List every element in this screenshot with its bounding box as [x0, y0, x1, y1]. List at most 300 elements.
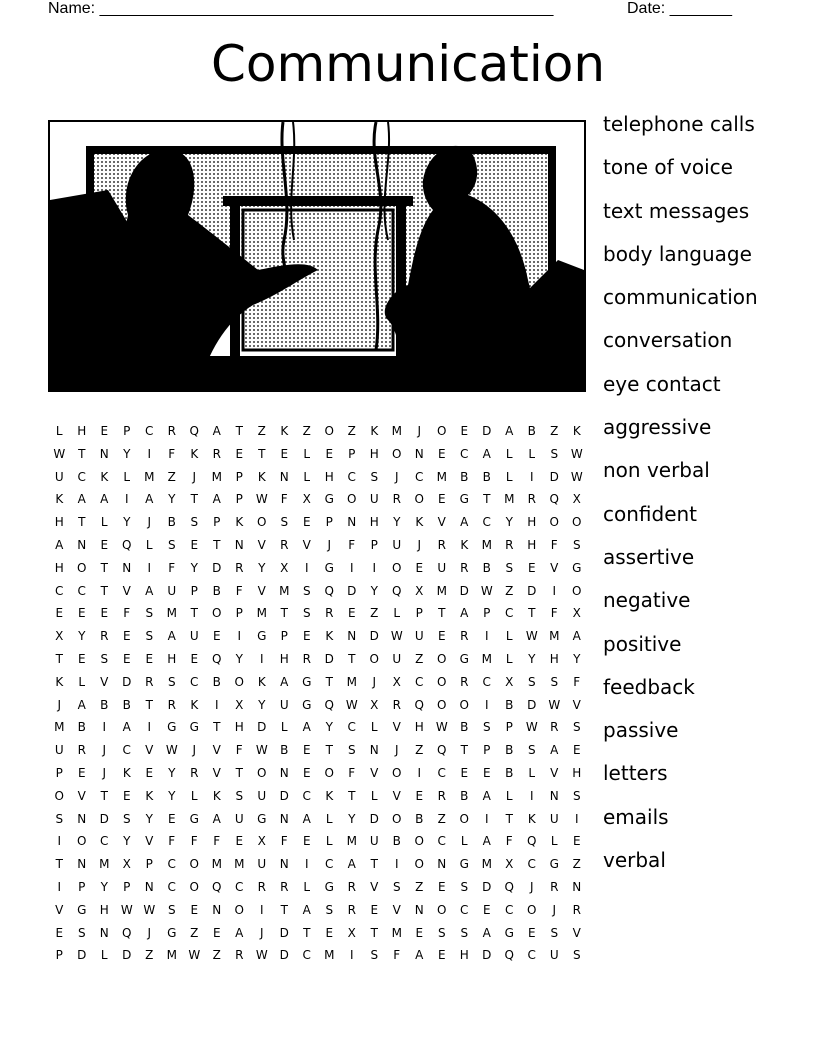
grid-letter: A	[167, 629, 176, 644]
grid-letter: C	[77, 469, 86, 484]
grid-letter: D	[279, 948, 289, 963]
grid-letter: B	[505, 697, 514, 712]
grid-letter: A	[460, 515, 469, 530]
grid-letter: O	[437, 902, 447, 917]
grid-letter: R	[460, 629, 469, 644]
grid-letter: B	[482, 560, 491, 575]
grid-letter: K	[145, 788, 154, 803]
grid-letter: K	[527, 811, 536, 826]
grid-letter: Q	[122, 925, 132, 940]
grid-letter: I	[57, 879, 62, 894]
grid-letter: T	[78, 515, 86, 530]
grid-letter: O	[257, 765, 267, 780]
grid-letter: H	[324, 469, 334, 484]
name-field-label: Name: ___________________________________________________	[48, 0, 554, 17]
grid-letter: I	[417, 765, 422, 780]
grid-letter: G	[324, 879, 334, 894]
grid-letter: D	[212, 560, 222, 575]
grid-letter: B	[505, 743, 514, 758]
grid-letter: M	[256, 606, 267, 621]
word-list-item: communication	[603, 285, 758, 310]
grid-letter: A	[145, 583, 154, 598]
grid-letter: A	[235, 925, 244, 940]
grid-letter: V	[392, 788, 401, 803]
grid-letter: V	[392, 720, 401, 735]
grid-letter: B	[460, 788, 469, 803]
grid-letter: Q	[324, 583, 334, 598]
grid-letter: O	[414, 834, 424, 849]
grid-letter: S	[572, 720, 581, 735]
grid-letter: T	[370, 857, 378, 872]
grid-letter: O	[347, 492, 357, 507]
grid-letter: I	[349, 560, 354, 575]
grid-letter: T	[100, 560, 108, 575]
grid-letter: O	[324, 424, 334, 438]
grid-letter: E	[122, 629, 131, 644]
grid-letter: E	[55, 925, 64, 940]
grid-letter: I	[259, 902, 264, 917]
grid-letter: I	[57, 834, 62, 849]
grid-letter: Q	[504, 879, 514, 894]
grid-letter: A	[212, 424, 221, 438]
grid-letter: Q	[549, 492, 559, 507]
grid-letter: V	[550, 765, 559, 780]
grid-row	[48, 808, 588, 831]
grid-letter: F	[168, 446, 176, 461]
grid-letter: A	[482, 834, 491, 849]
grid-letter: E	[415, 925, 424, 940]
grid-letter: S	[145, 629, 154, 644]
grid-letter: A	[482, 446, 491, 461]
grid-letter: K	[55, 674, 64, 689]
grid-row	[48, 488, 588, 511]
grid-letter: I	[304, 560, 309, 575]
grid-letter: D	[279, 788, 289, 803]
grid-letter: R	[325, 606, 334, 621]
grid-letter: W	[525, 720, 538, 735]
grid-letter: E	[370, 902, 379, 917]
grid-letter: G	[459, 857, 469, 872]
grid-letter: Y	[168, 492, 176, 507]
grid-letter: E	[415, 788, 424, 803]
grid-letter: P	[505, 720, 513, 735]
grid-letter: E	[77, 606, 86, 621]
grid-letter: I	[529, 788, 534, 803]
grid-letter: E	[100, 424, 109, 438]
grid-letter: I	[304, 857, 309, 872]
grid-letter: E	[100, 537, 109, 552]
grid-letter: B	[505, 765, 514, 780]
grid-letter: G	[77, 902, 87, 917]
grid-letter: B	[280, 743, 289, 758]
word-list-item: non verbal	[603, 458, 710, 483]
grid-letter: U	[54, 469, 64, 484]
grid-letter: H	[527, 515, 537, 530]
grid-letter: D	[122, 674, 132, 689]
grid-letter: R	[392, 492, 401, 507]
grid-letter: F	[190, 834, 198, 849]
grid-letter: Z	[505, 583, 514, 598]
grid-letter: X	[392, 674, 401, 689]
grid-letter: I	[552, 583, 557, 598]
grid-letter: P	[235, 492, 243, 507]
grid-letter: E	[190, 902, 199, 917]
illustration-svg	[48, 120, 586, 392]
grid-letter: A	[280, 674, 289, 689]
word-list-item: text messages	[603, 198, 750, 223]
grid-letter: T	[348, 788, 356, 803]
grid-letter: I	[102, 720, 107, 735]
grid-letter: W	[435, 720, 448, 735]
grid-letter: Y	[168, 765, 176, 780]
word-list-item: letters	[603, 761, 668, 786]
grid-letter: L	[460, 834, 468, 849]
grid-letter: X	[505, 857, 514, 872]
grid-letter: C	[437, 765, 446, 780]
grid-letter: P	[370, 537, 378, 552]
grid-letter: W	[570, 446, 583, 461]
grid-letter: Q	[414, 697, 424, 712]
grid-letter: H	[369, 446, 379, 461]
grid-letter: O	[572, 583, 582, 598]
grid-letter: J	[102, 743, 107, 758]
grid-letter: C	[122, 743, 131, 758]
grid-letter: C	[167, 879, 176, 894]
grid-letter: H	[549, 651, 559, 666]
grid-letter: C	[167, 857, 176, 872]
grid-letter: Y	[145, 811, 153, 826]
grid-letter: R	[550, 720, 559, 735]
grid-letter: V	[212, 743, 221, 758]
grid-letter: E	[77, 651, 86, 666]
grid-letter: A	[212, 811, 221, 826]
grid-letter: E	[325, 446, 334, 461]
grid-letter: E	[347, 606, 356, 621]
grid-letter: J	[417, 424, 422, 438]
grid-letter: G	[302, 674, 312, 689]
grid-letter: Y	[258, 697, 266, 712]
grid-letter: D	[482, 424, 492, 438]
grid-letter: A	[122, 720, 131, 735]
grid-letter: X	[257, 834, 266, 849]
grid-letter: A	[77, 697, 86, 712]
word-list-item: verbal	[603, 848, 666, 873]
grid-letter: P	[55, 765, 63, 780]
grid-letter: W	[255, 492, 268, 507]
grid-letter: M	[436, 469, 447, 484]
grid-letter: Y	[190, 560, 198, 575]
grid-letter: F	[235, 743, 243, 758]
grid-letter: A	[550, 743, 559, 758]
grid-letter: N	[144, 879, 154, 894]
grid-letter: E	[235, 446, 244, 461]
grid-row	[48, 716, 588, 739]
grid-letter: K	[122, 765, 131, 780]
grid-letter: G	[189, 720, 199, 735]
grid-letter: P	[483, 606, 491, 621]
grid-letter: G	[257, 629, 267, 644]
grid-letter: N	[549, 788, 559, 803]
grid-row	[48, 534, 588, 557]
grid-letter: O	[392, 811, 402, 826]
grid-letter: C	[100, 834, 109, 849]
grid-letter: M	[481, 857, 492, 872]
grid-letter: D	[369, 811, 379, 826]
grid-letter: W	[53, 446, 66, 461]
grid-letter: C	[55, 583, 64, 598]
grid-letter: O	[189, 879, 199, 894]
grid-letter: Q	[437, 743, 447, 758]
grid-row	[48, 466, 588, 489]
grid-letter: C	[347, 720, 356, 735]
grid-letter: Z	[415, 651, 424, 666]
grid-letter: S	[145, 606, 154, 621]
grid-letter: M	[324, 948, 335, 963]
grid-letter: I	[349, 948, 354, 963]
grid-letter: R	[527, 492, 536, 507]
grid-letter: U	[234, 811, 244, 826]
grid-letter: W	[548, 697, 561, 712]
grid-letter: P	[145, 857, 153, 872]
grid-letter: R	[235, 948, 244, 963]
grid-letter: D	[459, 583, 469, 598]
grid-letter: K	[460, 537, 469, 552]
grid-letter: M	[166, 948, 177, 963]
grid-letter: N	[77, 857, 87, 872]
grid-letter: O	[459, 697, 469, 712]
grid-letter: J	[327, 537, 332, 552]
grid-letter: A	[302, 902, 311, 917]
grid-letter: E	[212, 925, 221, 940]
grid-letter: R	[167, 424, 176, 438]
grid-letter: C	[347, 469, 356, 484]
grid-letter: P	[213, 515, 221, 530]
grid-letter: N	[99, 446, 109, 461]
grid-letter: Y	[528, 651, 536, 666]
grid-letter: M	[504, 492, 515, 507]
grid-letter: T	[190, 606, 198, 621]
grid-letter: N	[279, 857, 289, 872]
grid-letter: M	[391, 424, 402, 438]
grid-letter: O	[189, 857, 199, 872]
grid-letter: Y	[348, 811, 356, 826]
grid-letter: T	[55, 857, 63, 872]
grid-letter: L	[505, 629, 513, 644]
grid-letter: X	[505, 674, 514, 689]
grid-letter: D	[257, 720, 267, 735]
grid-letter: T	[325, 743, 333, 758]
grid-row	[48, 671, 588, 694]
grid-letter: E	[280, 446, 289, 461]
grid-letter: S	[460, 925, 469, 940]
grid-letter: O	[572, 515, 582, 530]
grid-letter: E	[77, 765, 86, 780]
grid-letter: N	[77, 537, 87, 552]
grid-letter: L	[528, 446, 536, 461]
grid-letter: I	[484, 811, 489, 826]
grid-letter: T	[348, 651, 356, 666]
grid-letter: W	[188, 948, 201, 963]
grid-letter: G	[324, 492, 334, 507]
grid-letter: C	[460, 446, 469, 461]
grid-letter: M	[436, 583, 447, 598]
word-list-item: tone of voice	[603, 155, 733, 180]
grid-letter: S	[550, 925, 559, 940]
grid-letter: U	[257, 857, 267, 872]
grid-letter: R	[145, 674, 154, 689]
grid-letter: C	[325, 857, 334, 872]
grid-letter: N	[279, 765, 289, 780]
grid-letter: Z	[415, 879, 424, 894]
grid-letter: J	[394, 469, 399, 484]
grid-letter: E	[302, 629, 311, 644]
grid-row	[48, 443, 588, 466]
grid-letter: K	[572, 424, 581, 438]
grid-letter: O	[392, 560, 402, 575]
grid-letter: O	[77, 834, 87, 849]
grid-letter: Y	[123, 834, 131, 849]
grid-letter: M	[481, 651, 492, 666]
grid-letter: V	[370, 879, 379, 894]
grid-letter: G	[302, 697, 312, 712]
grid-letter: O	[414, 492, 424, 507]
grid-letter: R	[235, 560, 244, 575]
grid-letter: J	[147, 925, 152, 940]
grid-letter: U	[437, 560, 447, 575]
grid-letter: S	[77, 925, 86, 940]
grid-letter: Z	[347, 424, 356, 438]
grid-letter: N	[414, 446, 424, 461]
grid-letter: E	[482, 765, 491, 780]
grid-letter: Y	[123, 446, 131, 461]
grid-letter: S	[460, 879, 469, 894]
grid-letter: G	[167, 925, 177, 940]
grid-letter: H	[167, 651, 177, 666]
grid-letter: U	[54, 743, 64, 758]
grid-letter: U	[189, 629, 199, 644]
grid-letter: E	[572, 834, 581, 849]
grid-letter: G	[257, 811, 267, 826]
grid-letter: A	[482, 925, 491, 940]
grid-letter: S	[505, 560, 514, 575]
grid-letter: Q	[504, 948, 514, 963]
grid-letter: E	[145, 765, 154, 780]
grid-letter: P	[415, 606, 423, 621]
two-men-telephone-illustration	[48, 120, 586, 392]
grid-letter: T	[483, 492, 491, 507]
grid-letter: D	[99, 811, 109, 826]
grid-letter: L	[78, 674, 86, 689]
grid-letter: Z	[437, 811, 446, 826]
grid-letter: T	[100, 788, 108, 803]
grid-letter: T	[505, 811, 513, 826]
grid-letter: Y	[78, 629, 86, 644]
grid-letter: Y	[505, 515, 513, 530]
grid-letter: T	[528, 606, 536, 621]
grid-letter: B	[527, 424, 536, 438]
grid-letter: E	[415, 560, 424, 575]
grid-letter: B	[167, 515, 176, 530]
grid-letter: H	[77, 424, 87, 438]
grid-letter: O	[549, 515, 559, 530]
grid-letter: D	[482, 879, 492, 894]
grid-letter: A	[55, 537, 64, 552]
grid-letter: E	[302, 515, 311, 530]
grid-letter: X	[280, 560, 289, 575]
grid-letter: G	[504, 925, 514, 940]
grid-letter: O	[77, 560, 87, 575]
grid-letter: E	[302, 834, 311, 849]
grid-letter: R	[280, 879, 289, 894]
grid-letter: J	[394, 743, 399, 758]
grid-letter: T	[235, 765, 243, 780]
grid-letter: F	[573, 674, 581, 689]
grid-letter: A	[302, 720, 311, 735]
grid-row	[48, 944, 588, 967]
grid-letter: E	[190, 651, 199, 666]
grid-letter: E	[460, 424, 469, 438]
grid-letter: N	[122, 560, 132, 575]
grid-letter: H	[369, 515, 379, 530]
grid-letter: N	[279, 811, 289, 826]
grid-letter: I	[529, 469, 534, 484]
grid-letter: P	[235, 469, 243, 484]
grid-row	[48, 762, 588, 785]
grid-letter: R	[347, 902, 356, 917]
date-field-label: Date: _______	[627, 0, 732, 17]
grid-letter: I	[147, 446, 152, 461]
grid-letter: E	[122, 788, 131, 803]
grid-letter: X	[122, 857, 131, 872]
grid-letter: O	[324, 765, 334, 780]
grid-letter: R	[460, 560, 469, 575]
grid-letter: R	[190, 765, 199, 780]
grid-letter: F	[168, 834, 176, 849]
grid-letter: D	[482, 948, 492, 963]
grid-letter: G	[167, 720, 177, 735]
grid-letter: O	[527, 902, 537, 917]
grid-letter: L	[370, 720, 378, 735]
grid-letter: P	[55, 948, 63, 963]
grid-letter: S	[100, 651, 109, 666]
grid-letter: D	[549, 469, 559, 484]
grid-letter: R	[437, 788, 446, 803]
grid-letter: E	[437, 492, 446, 507]
grid-letter: E	[212, 629, 221, 644]
grid-letter: O	[369, 651, 379, 666]
grid-letter: E	[437, 629, 446, 644]
word-search-grid	[48, 420, 588, 967]
grid-letter: J	[102, 765, 107, 780]
grid-letter: K	[280, 424, 289, 438]
grid-letter: N	[77, 811, 87, 826]
grid-letter: C	[505, 902, 514, 917]
word-list-item: conversation	[603, 328, 733, 353]
grid-letter: B	[212, 583, 221, 598]
grid-letter: R	[347, 879, 356, 894]
grid-letter: Z	[550, 424, 559, 438]
grid-letter: E	[527, 925, 536, 940]
grid-letter: B	[415, 811, 424, 826]
grid-letter: R	[257, 879, 266, 894]
grid-letter: C	[505, 606, 514, 621]
grid-letter: T	[370, 925, 378, 940]
grid-letter: S	[122, 811, 131, 826]
grid-letter: G	[572, 560, 582, 575]
grid-letter: E	[437, 879, 446, 894]
grid-letter: J	[372, 674, 377, 689]
grid-letter: M	[166, 606, 177, 621]
